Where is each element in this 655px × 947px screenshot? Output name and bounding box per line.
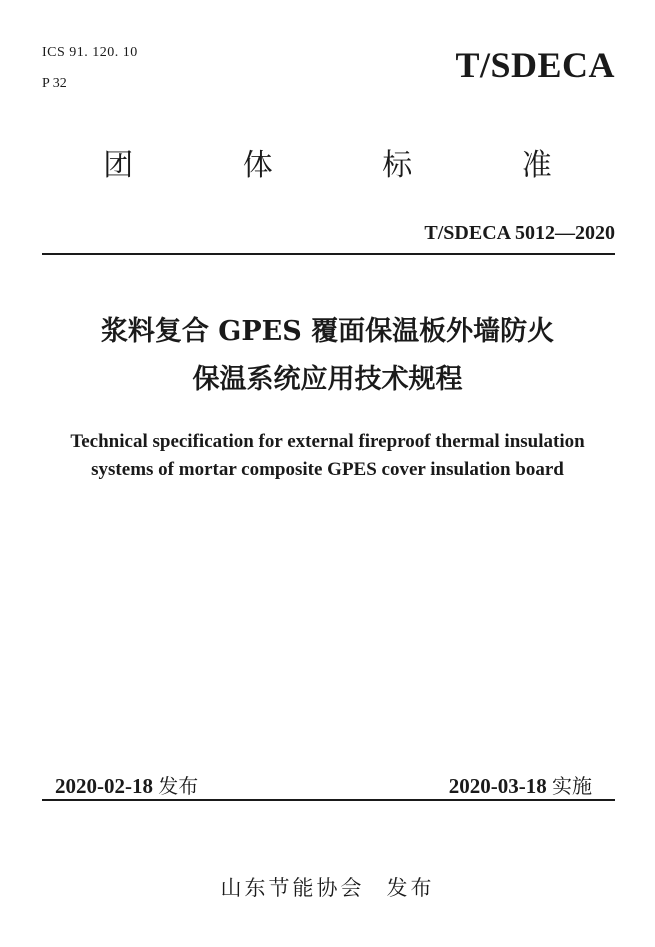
chinese-title-line-2: 保温系统应用技术规程 bbox=[192, 364, 463, 395]
english-title-line-2: systems of mortar composite GPES cover insulation board bbox=[91, 459, 564, 480]
ics-code: ICS 91. 120. 10 bbox=[42, 45, 138, 60]
implementation-date bbox=[449, 770, 592, 799]
standard-number: T/SDECA 5012—2020 bbox=[424, 222, 615, 244]
publisher bbox=[0, 872, 655, 902]
english-title-line-1: Technical specification for external fireproof thermal insulation bbox=[70, 431, 585, 452]
english-title bbox=[0, 428, 655, 484]
chinese-title bbox=[0, 308, 655, 404]
organization-code: T/SDECA bbox=[455, 45, 615, 85]
publisher-name: 山东节能协会 bbox=[220, 876, 365, 900]
publisher-action: 发布 bbox=[386, 876, 435, 900]
implementation-label: 实施 bbox=[552, 774, 592, 798]
issue-label: 发布 bbox=[158, 774, 199, 798]
standard-type: 团 体 标 准 bbox=[103, 148, 602, 183]
ccs-code: P 32 bbox=[42, 76, 67, 91]
bottom-divider bbox=[42, 799, 615, 801]
chinese-title-line-1: 浆料复合 GPES 覆面保温板外墙防火 bbox=[100, 316, 555, 347]
issue-date bbox=[55, 770, 198, 799]
top-divider bbox=[42, 253, 615, 255]
issue-date-value: 2020-02-18 bbox=[55, 774, 153, 798]
implementation-date-value: 2020-03-18 bbox=[448, 774, 547, 798]
